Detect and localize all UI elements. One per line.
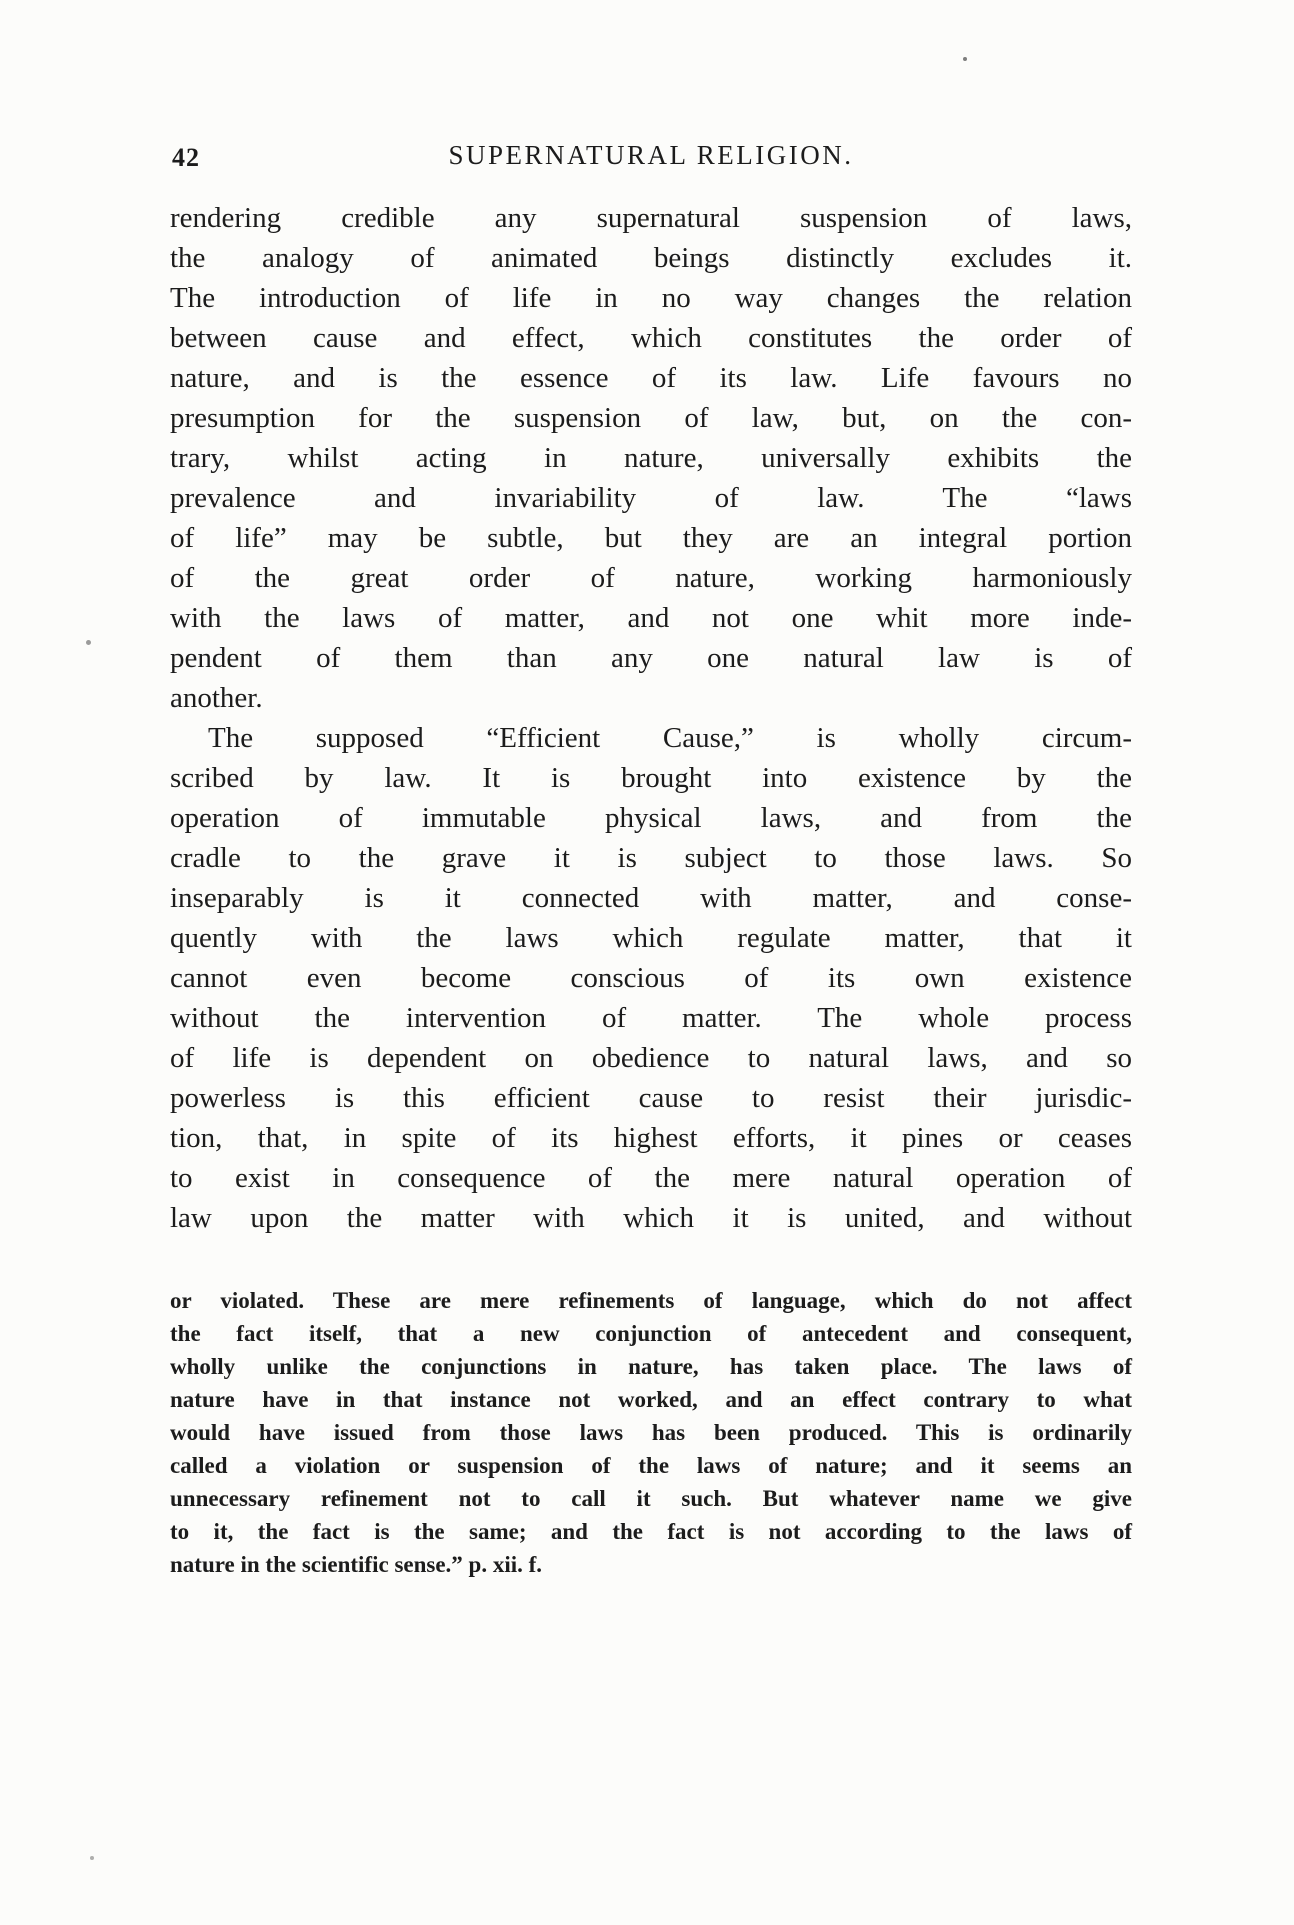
text-line: law upon the matter with which it is united, and without (170, 1202, 1132, 1234)
text-line: quently with the laws which regulate matter, that it (170, 922, 1132, 954)
text-line: inseparably is it connected with matter, and conse- (170, 882, 1132, 914)
footnote-line: to it, the fact is the same; and the fact is not according to the laws of (170, 1519, 1132, 1544)
running-header (170, 140, 1132, 176)
text-line: rendering credible any supernatural suspension of laws, (170, 202, 1132, 234)
footnote (170, 1284, 1132, 1581)
footnote-line: or violated. These are mere refinements of language, which do not affect (170, 1288, 1132, 1313)
body-text (170, 198, 1132, 1238)
footnote-line: wholly unlike the conjunctions in nature, has taken place. The laws of (170, 1354, 1132, 1379)
footnote-line: unnecessary refinement not to call it such. But whatever name we give (170, 1486, 1132, 1511)
text-line: between cause and effect, which constitutes the order of (170, 322, 1132, 354)
text-line: nature, and is the essence of its law. Life favours no (170, 362, 1132, 394)
page-title: SUPERNATURAL RELIGION. (448, 140, 854, 170)
text-line: scribed by law. It is brought into existence by the (170, 762, 1132, 794)
text-line: cannot even become conscious of its own existence (170, 962, 1132, 994)
text-line: another. (170, 682, 263, 714)
scan-speck (90, 1856, 94, 1860)
text-line: with the laws of matter, and not one whit more inde- (170, 602, 1132, 634)
text-line: the analogy of animated beings distinctly excludes it. (170, 242, 1132, 274)
text-line: of life is dependent on obedience to natural laws, and so (170, 1042, 1132, 1074)
scan-speck (86, 640, 91, 645)
text-line: powerless is this efficient cause to resist their jurisdic- (170, 1082, 1132, 1114)
text-line: operation of immutable physical laws, and from the (170, 802, 1132, 834)
text-line: tion, that, in spite of its highest efforts, it pines or ceases (170, 1122, 1132, 1154)
text-line: trary, whilst acting in nature, universally exhibits the (170, 442, 1132, 474)
text-line: The introduction of life in no way changes the relation (170, 282, 1132, 314)
page-number: 42 (172, 143, 200, 172)
footnote-line: the fact itself, that a new conjunction of antecedent and consequent, (170, 1321, 1132, 1346)
text-line: of the great order of nature, working harmoniously (170, 562, 1132, 594)
text-line: cradle to the grave it is subject to those laws. So (170, 842, 1132, 874)
footnote-line: would have issued from those laws has been produced. This is ordinarily (170, 1420, 1132, 1445)
text-line: to exist in consequence of the mere natural operation of (170, 1162, 1132, 1194)
page-content (170, 140, 1132, 1581)
text-line: without the intervention of matter. The whole process (170, 1002, 1132, 1034)
scan-speck (963, 57, 967, 61)
text-line: of life” may be subtle, but they are an integral portion (170, 522, 1132, 554)
footnote-line: nature in the scientific sense.” p. xii. f. (170, 1552, 543, 1577)
text-line: prevalence and invariability of law. The “laws (170, 482, 1132, 514)
text-line: presumption for the suspension of law, but, on the con- (170, 402, 1132, 434)
text-line: The supposed “Efficient Cause,” is wholly circum- (208, 722, 1132, 754)
text-line: pendent of them than any one natural law is of (170, 642, 1132, 674)
footnote-line: called a violation or suspension of the laws of nature; and it seems an (170, 1453, 1132, 1478)
footnote-line: nature have in that instance not worked, and an effect contrary to what (170, 1387, 1132, 1412)
